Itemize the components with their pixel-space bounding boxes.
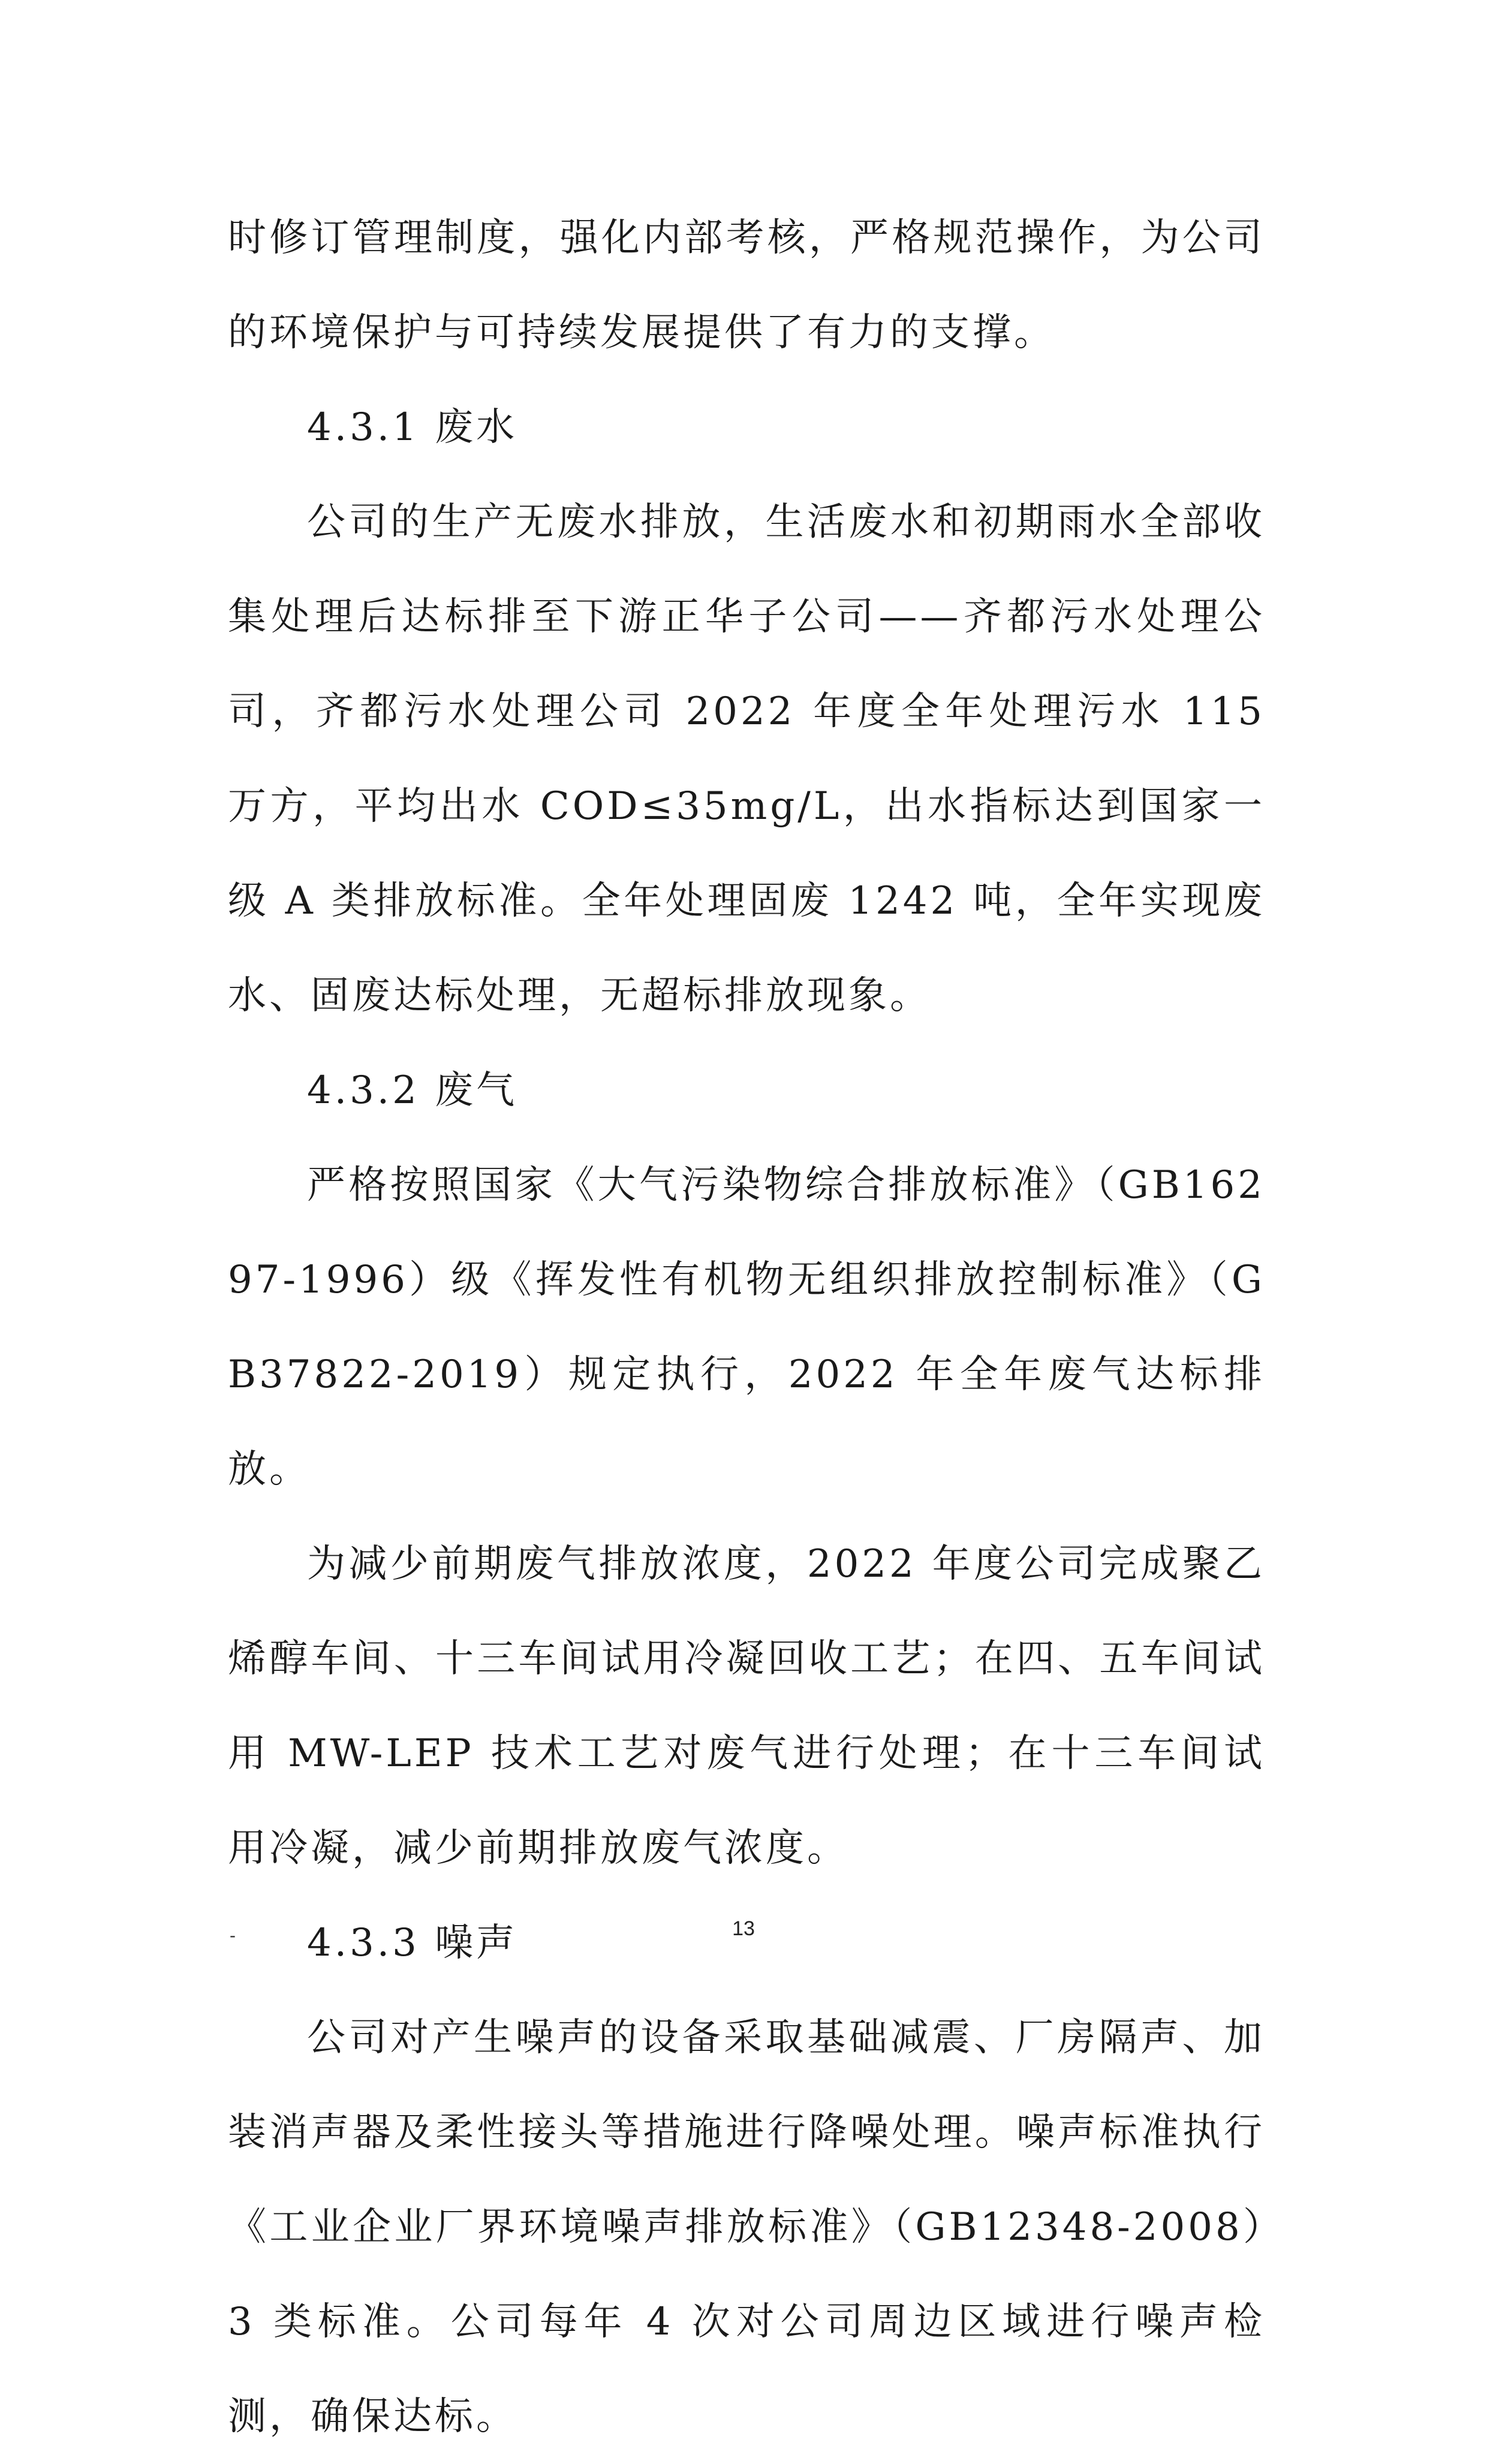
body-text bbox=[228, 191, 1265, 2464]
paragraph-noise: 公司对产生噪声的设备采取基础减震、厂房隔声、加装消声器及柔性接头等措施进行降噪处理。噪声标准执行《工业企业厂界环境噪声排放标准》（GB12348-2008）3 类标准。公司每年 4 次对公司周边区域进行噪声检测，确保达标。 bbox=[228, 2016, 1265, 2439]
paragraph-continuation: 时修订管理制度，强化内部考核，严格规范操作，为公司的环境保护与可持续发展提供了有力的支撑。 bbox=[228, 216, 1265, 355]
paragraph-exhaust-measures: 为减少前期废气排放浓度，2022 年度公司完成聚乙烯醇车间、十三车间试用冷凝回收工艺；在四、五车间试用 MW-LEP 技术工艺对废气进行处理；在十三车间试用冷凝，减少前期排放废气浓度。 bbox=[228, 1542, 1265, 1870]
paragraph-exhaust-standards: 严格按照国家《大气污染物综合排放标准》（GB16297-1996）级《挥发性有机物无组织排放控制标准》（GB37822-2019）规定执行，2022 年全年废气达标排放。 bbox=[228, 1163, 1265, 1492]
section-heading-wastewater: 4.3.1 废水 bbox=[307, 405, 518, 450]
footer-dash: - bbox=[230, 1926, 236, 1945]
section-heading-noise: 4.3.3 噪声 bbox=[307, 1921, 518, 1965]
page-number: 13 bbox=[732, 1917, 755, 1940]
paragraph-wastewater: 公司的生产无废水排放，生活废水和初期雨水全部收集处理后达标排至下游正华子公司——齐都污水处理公司，齐都污水处理公司 2022 年度全年处理污水 115 万方，平均出水 COD≤35mg/L，出水指标达到国家一级 A 类排放标准。全年处理固废 1242 吨，全年实现废水、固废达标处理，无超标排放现象。 bbox=[228, 500, 1265, 1018]
section-heading-exhaust-gas: 4.3.2 废气 bbox=[307, 1068, 518, 1113]
